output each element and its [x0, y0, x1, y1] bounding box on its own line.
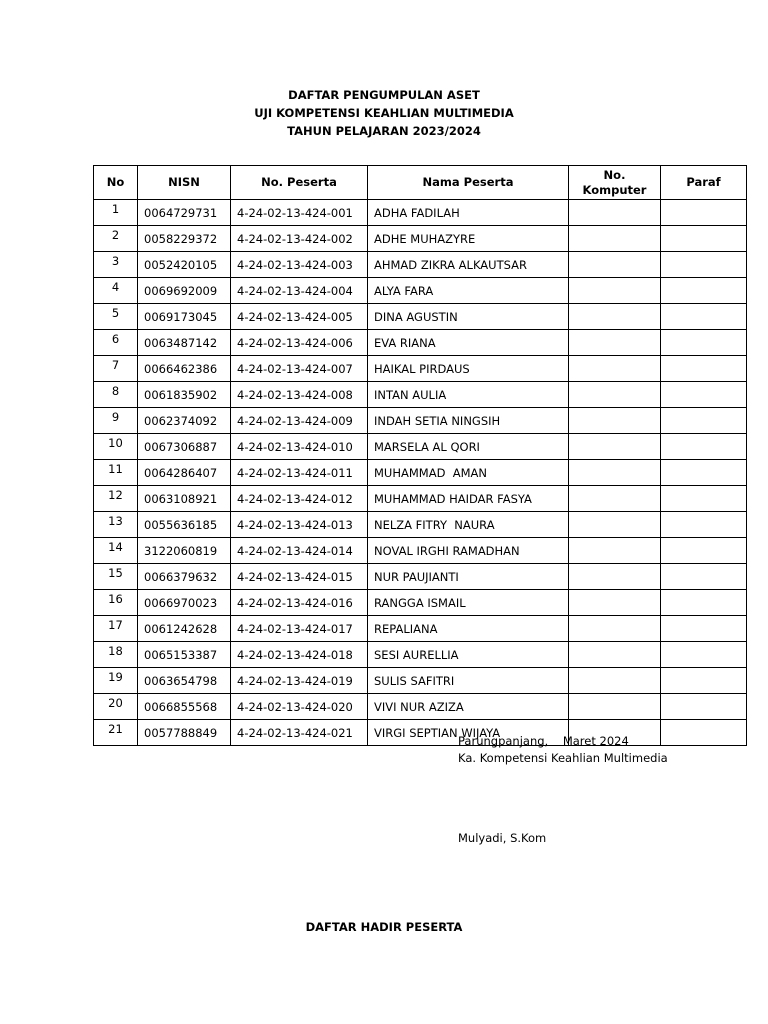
- cell-nama-peserta: HAIKAL PIRDAUS: [368, 356, 569, 382]
- cell-no-komputer: [569, 356, 661, 382]
- cell-no-komputer: [569, 330, 661, 356]
- cell-no-peserta: 4-24-02-13-424-013: [231, 512, 368, 538]
- cell-nisn: 0069692009: [138, 278, 231, 304]
- title-line-2: UJI KOMPETENSI KEAHLIAN MULTIMEDIA: [254, 106, 514, 120]
- cell-no-peserta: 4-24-02-13-424-014: [231, 538, 368, 564]
- cell-no-peserta: 4-24-02-13-424-006: [231, 330, 368, 356]
- col-header-no-peserta: No. Peserta: [231, 166, 368, 200]
- cell-no: 12: [94, 486, 138, 512]
- cell-no-komputer: [569, 486, 661, 512]
- col-header-no-komputer: [569, 166, 661, 200]
- signature-role: Ka. Kompetensi Keahlian Multimedia: [458, 751, 668, 765]
- cell-nama-peserta: NOVAL IRGHI RAMADHAN: [368, 538, 569, 564]
- cell-paraf: [661, 278, 747, 304]
- cell-nama-peserta: NUR PAUJIANTI: [368, 564, 569, 590]
- cell-nama-peserta: NELZA FITRY NAURA: [368, 512, 569, 538]
- cell-paraf: [661, 408, 747, 434]
- cell-no: 5: [94, 304, 138, 330]
- cell-paraf: [661, 434, 747, 460]
- cell-no-peserta: 4-24-02-13-424-020: [231, 694, 368, 720]
- title-line-3: TAHUN PELAJARAN 2023/2024: [287, 124, 481, 138]
- table-header-row: [94, 166, 747, 200]
- cell-nama-peserta: RANGGA ISMAIL: [368, 590, 569, 616]
- col-header-no: No: [94, 166, 138, 200]
- col-header-paraf: Paraf: [661, 166, 747, 200]
- cell-no-peserta: 4-24-02-13-424-012: [231, 486, 368, 512]
- cell-no: 11: [94, 460, 138, 486]
- cell-paraf: [661, 512, 747, 538]
- cell-nisn: 0066855568: [138, 694, 231, 720]
- cell-no: 17: [94, 616, 138, 642]
- title-line-1: DAFTAR PENGUMPULAN ASET: [288, 88, 480, 102]
- cell-no: 18: [94, 642, 138, 668]
- cell-no-peserta: 4-24-02-13-424-017: [231, 616, 368, 642]
- table-row: [94, 564, 747, 590]
- cell-nama-peserta: ADHE MUHAZYRE: [368, 226, 569, 252]
- cell-no: 7: [94, 356, 138, 382]
- cell-nisn: 0066379632: [138, 564, 231, 590]
- cell-no-peserta: 4-24-02-13-424-018: [231, 642, 368, 668]
- cell-nama-peserta: REPALIANA: [368, 616, 569, 642]
- cell-no-komputer: [569, 434, 661, 460]
- cell-no-peserta: 4-24-02-13-424-004: [231, 278, 368, 304]
- table-row: [94, 434, 747, 460]
- asset-collection-table: [93, 165, 747, 746]
- cell-no-peserta: 4-24-02-13-424-009: [231, 408, 368, 434]
- cell-no-peserta: 4-24-02-13-424-011: [231, 460, 368, 486]
- table-row: [94, 616, 747, 642]
- cell-paraf: [661, 460, 747, 486]
- table-row: [94, 252, 747, 278]
- cell-nama-peserta: MUHAMMAD HAIDAR FASYA: [368, 486, 569, 512]
- table-row: [94, 590, 747, 616]
- cell-no-komputer: [569, 252, 661, 278]
- cell-no-peserta: 4-24-02-13-424-005: [231, 304, 368, 330]
- cell-nisn: 0063654798: [138, 668, 231, 694]
- cell-paraf: [661, 668, 747, 694]
- cell-paraf: [661, 200, 747, 226]
- cell-nisn: 0063108921: [138, 486, 231, 512]
- cell-nama-peserta: SESI AURELLIA: [368, 642, 569, 668]
- cell-no: 2: [94, 226, 138, 252]
- cell-nisn: 0062374092: [138, 408, 231, 434]
- cell-no-komputer: [569, 304, 661, 330]
- cell-no: 1: [94, 200, 138, 226]
- cell-nama-peserta: VIRGI SEPTIAN WIJAYA: [368, 720, 569, 746]
- col-header-nisn: NISN: [138, 166, 231, 200]
- cell-no: 19: [94, 668, 138, 694]
- document-title: [0, 86, 768, 140]
- cell-no-komputer: [569, 642, 661, 668]
- cell-no-peserta: 4-24-02-13-424-021: [231, 720, 368, 746]
- attendance-list-title: DAFTAR HADIR PESERTA: [305, 920, 463, 934]
- cell-no: 21: [94, 720, 138, 746]
- cell-paraf: [661, 304, 747, 330]
- table-row: [94, 694, 747, 720]
- signature-block: [458, 733, 668, 767]
- cell-nama-peserta: INDAH SETIA NINGSIH: [368, 408, 569, 434]
- cell-no-peserta: 4-24-02-13-424-002: [231, 226, 368, 252]
- cell-nisn: 0052420105: [138, 252, 231, 278]
- cell-nama-peserta: VIVI NUR AZIZA: [368, 694, 569, 720]
- cell-nama-peserta: ALYA FARA: [368, 278, 569, 304]
- cell-no-komputer: [569, 382, 661, 408]
- cell-no-komputer: [569, 200, 661, 226]
- cell-paraf: [661, 382, 747, 408]
- table-row: [94, 330, 747, 356]
- cell-no: 14: [94, 538, 138, 564]
- cell-no-komputer: [569, 226, 661, 252]
- cell-no-peserta: 4-24-02-13-424-007: [231, 356, 368, 382]
- cell-no: 8: [94, 382, 138, 408]
- cell-no-komputer: [569, 538, 661, 564]
- cell-paraf: [661, 616, 747, 642]
- cell-paraf: [661, 252, 747, 278]
- cell-paraf: [661, 694, 747, 720]
- col-header-nama-peserta: Nama Peserta: [368, 166, 569, 200]
- cell-no-komputer: [569, 590, 661, 616]
- cell-no-komputer: [569, 460, 661, 486]
- cell-nisn: 0061242628: [138, 616, 231, 642]
- cell-paraf: [661, 486, 747, 512]
- cell-paraf: [661, 564, 747, 590]
- cell-nama-peserta: INTAN AULIA: [368, 382, 569, 408]
- cell-no-komputer: [569, 512, 661, 538]
- col-header-no-komputer-line2: Komputer: [582, 182, 647, 197]
- col-header-no-komputer-line1: No.: [603, 167, 626, 182]
- table-row: [94, 460, 747, 486]
- cell-nama-peserta: DINA AGUSTIN: [368, 304, 569, 330]
- cell-nisn: 0064729731: [138, 200, 231, 226]
- cell-no-peserta: 4-24-02-13-424-010: [231, 434, 368, 460]
- cell-no-peserta: 4-24-02-13-424-016: [231, 590, 368, 616]
- cell-no: 4: [94, 278, 138, 304]
- cell-no-komputer: [569, 668, 661, 694]
- cell-paraf: [661, 720, 747, 746]
- cell-no-peserta: 4-24-02-13-424-001: [231, 200, 368, 226]
- cell-no-peserta: 4-24-02-13-424-003: [231, 252, 368, 278]
- table-row: [94, 382, 747, 408]
- cell-no-komputer: [569, 408, 661, 434]
- cell-paraf: [661, 356, 747, 382]
- cell-no: 6: [94, 330, 138, 356]
- cell-nisn: 0055636185: [138, 512, 231, 538]
- table-row: [94, 200, 747, 226]
- table-row: [94, 278, 747, 304]
- cell-nisn: 0061835902: [138, 382, 231, 408]
- table-row: [94, 668, 747, 694]
- table-row: [94, 512, 747, 538]
- cell-no-peserta: 4-24-02-13-424-008: [231, 382, 368, 408]
- table-row: [94, 226, 747, 252]
- table-row: [94, 304, 747, 330]
- table-row: [94, 486, 747, 512]
- cell-no-komputer: [569, 616, 661, 642]
- cell-nama-peserta: AHMAD ZIKRA ALKAUTSAR: [368, 252, 569, 278]
- signature-name: Mulyadi, S.Kom: [458, 831, 547, 845]
- cell-no: 9: [94, 408, 138, 434]
- cell-paraf: [661, 538, 747, 564]
- cell-nama-peserta: SULIS SAFITRI: [368, 668, 569, 694]
- cell-nisn: 0067306887: [138, 434, 231, 460]
- cell-no-peserta: 4-24-02-13-424-015: [231, 564, 368, 590]
- cell-nisn: 0063487142: [138, 330, 231, 356]
- cell-nama-peserta: EVA RIANA: [368, 330, 569, 356]
- cell-no: 13: [94, 512, 138, 538]
- table-row: [94, 356, 747, 382]
- cell-no: 20: [94, 694, 138, 720]
- cell-nama-peserta: MUHAMMAD AMAN: [368, 460, 569, 486]
- cell-no: 10: [94, 434, 138, 460]
- cell-nisn: 0058229372: [138, 226, 231, 252]
- cell-no-komputer: [569, 564, 661, 590]
- cell-paraf: [661, 330, 747, 356]
- cell-no-komputer: [569, 278, 661, 304]
- cell-paraf: [661, 226, 747, 252]
- cell-nisn: 0069173045: [138, 304, 231, 330]
- cell-paraf: [661, 590, 747, 616]
- cell-nisn: 0057788849: [138, 720, 231, 746]
- cell-no: 15: [94, 564, 138, 590]
- cell-nisn: 0065153387: [138, 642, 231, 668]
- cell-no-peserta: 4-24-02-13-424-019: [231, 668, 368, 694]
- cell-no: 16: [94, 590, 138, 616]
- cell-no: 3: [94, 252, 138, 278]
- table-row: [94, 408, 747, 434]
- cell-paraf: [661, 642, 747, 668]
- table-row: [94, 642, 747, 668]
- cell-nisn: 3122060819: [138, 538, 231, 564]
- cell-nama-peserta: MARSELA AL QORI: [368, 434, 569, 460]
- cell-nisn: 0064286407: [138, 460, 231, 486]
- signature-place-date: Parungpanjang, Maret 2024: [458, 734, 629, 748]
- cell-nisn: 0066462386: [138, 356, 231, 382]
- cell-nama-peserta: ADHA FADILAH: [368, 200, 569, 226]
- cell-nisn: 0066970023: [138, 590, 231, 616]
- table-row: [94, 538, 747, 564]
- cell-no-komputer: [569, 694, 661, 720]
